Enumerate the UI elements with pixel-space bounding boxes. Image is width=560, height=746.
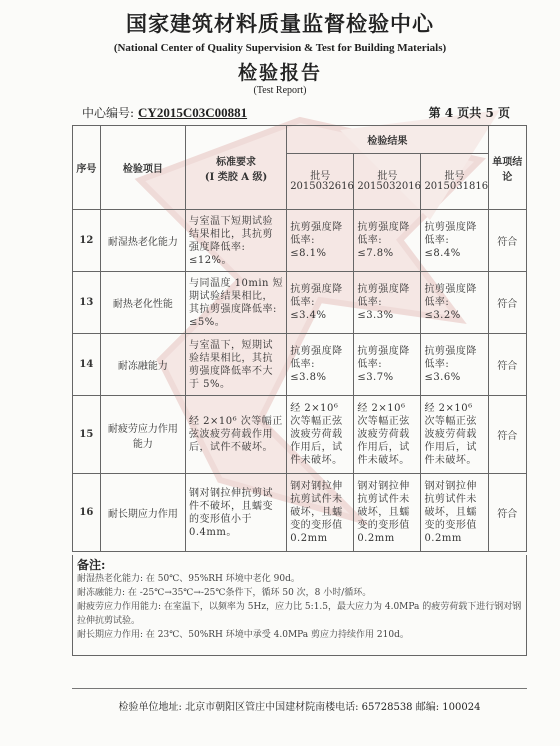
org-title-cn: 国家建筑材料质量监督检验中心 — [126, 11, 434, 36]
row-verdict: 符合 — [488, 396, 526, 474]
row-req: 经 2×10⁶ 次等幅正弦波疲劳荷载作用后，试件不破坏。 — [185, 396, 286, 474]
table-row — [73, 272, 527, 334]
row-result-2: 钢对钢拉伸抗剪试件未破坏，且蠕变的变形值 0.2mm — [354, 474, 421, 552]
center-no-label: 中心编号: — [82, 106, 135, 120]
row-result-1: 抗剪强度降低率: ≤3.8% — [287, 334, 354, 396]
row-result-2: 抗剪强度降低率: ≤7.8% — [354, 210, 421, 272]
header-verdict: 单项结论 — [488, 126, 526, 210]
row-verdict: 符合 — [488, 272, 526, 334]
row-no: 16 — [73, 474, 101, 552]
row-result-1: 经 2×10⁶ 次等幅正弦波疲劳荷载作用后，试件未破坏。 — [287, 396, 354, 474]
row-item: 耐疲劳应力作用能力 — [100, 396, 185, 474]
row-verdict: 符合 — [488, 474, 526, 552]
row-result-3: 经 2×10⁶ 次等幅正弦波疲劳荷载作用后，试件未破坏。 — [421, 396, 488, 474]
row-result-3: 抗剪强度降低率: ≤3.6% — [421, 334, 488, 396]
row-verdict: 符合 — [488, 334, 526, 396]
header-req-sub: (I 类胶 A 级) — [204, 171, 268, 183]
report-title-cn: 检验报告 — [237, 62, 322, 84]
row-item: 耐热老化性能 — [100, 272, 185, 334]
row-item: 耐冻融能力 — [100, 334, 185, 396]
center-no: CY2015C03C00881 — [138, 105, 248, 120]
batch-header-2: 批号 2015032016 — [354, 154, 421, 210]
row-req: 与室温下短期试验结果相比，其抗剪强度降低率: ≤12%。 — [185, 210, 286, 272]
row-result-2: 抗剪强度降低率: ≤3.3% — [354, 272, 421, 334]
header-req — [185, 126, 286, 210]
table-row — [73, 334, 527, 396]
result-table — [72, 125, 527, 552]
table-row — [73, 210, 527, 272]
row-result-2: 抗剪强度降低率: ≤3.7% — [354, 334, 421, 396]
row-no: 12 — [73, 210, 101, 272]
row-req: 钢对钢拉伸抗剪试件不破坏，且蠕变的变形值小于 0.4mm。 — [185, 474, 286, 552]
note-line: 耐冻融能力: 在 -25℃→35℃→-25℃条件下，循环 50 次，8 小时/循环。 — [77, 588, 372, 598]
table-row — [73, 396, 527, 474]
report-title-en: (Test Report) — [253, 85, 307, 96]
header-item: 检验项目 — [100, 126, 185, 210]
footer-divider — [72, 688, 527, 689]
note-line: 耐长期应力作用: 在 23℃、50%RH 环境中承受 4.0MPa 剪应力持续作用 210d。 — [77, 630, 409, 640]
row-no: 14 — [73, 334, 101, 396]
page-info: 第 4 页共 5 页 — [428, 106, 510, 120]
batch-header-3: 批号 2015031816 — [421, 154, 488, 210]
row-verdict: 符合 — [488, 210, 526, 272]
footer-address: 检验单位地址: 北京市朝阳区管庄中国建材院南楼电话: 65728538 邮编: 100024 — [118, 702, 481, 713]
row-result-2: 经 2×10⁶ 次等幅正弦波疲劳荷载作用后，试件未破坏。 — [354, 396, 421, 474]
header-result: 检验结果 — [287, 126, 488, 154]
row-req: 与同温度 10min 短期试验结果相比，其抗剪强度降低率: ≤5%。 — [185, 272, 286, 334]
row-result-3: 抗剪强度降低率: ≤3.2% — [421, 272, 488, 334]
row-result-1: 钢对钢拉伸抗剪试件未破坏，且蠕变的变形值 0.2mm — [287, 474, 354, 552]
row-result-1: 抗剪强度降低率: ≤3.4% — [287, 272, 354, 334]
row-no: 15 — [73, 396, 101, 474]
header-req-title: 标准要求 — [216, 156, 257, 168]
row-item: 耐长期应力作用 — [100, 474, 185, 552]
note-line: 耐湿热老化能力: 在 50℃、95%RH 环境中老化 90d。 — [77, 574, 300, 584]
row-result-1: 抗剪强度降低率: ≤8.1% — [287, 210, 354, 272]
row-item: 耐湿热老化能力 — [100, 210, 185, 272]
org-title-en: (National Center of Quality Supervision & Test for Building Materials) — [113, 42, 447, 54]
row-result-3: 钢对钢拉伸抗剪试件未破坏，且蠕变的变形值 0.2mm — [421, 474, 488, 552]
row-no: 13 — [73, 272, 101, 334]
header-no: 序号 — [73, 126, 101, 210]
notes-title: 备注: — [77, 558, 106, 572]
row-result-3: 抗剪强度降低率: ≤8.4% — [421, 210, 488, 272]
notes-section — [72, 555, 527, 656]
report-meta — [82, 104, 510, 121]
note-line: 耐疲劳应力作用能力: 在室温下，以频率为 5Hz，应力比 5:1.5，最大应力为 4.0MPa 的疲劳荷载下进行钢对钢拉伸抗剪试验。 — [77, 602, 522, 626]
batch-header-1: 批号 2015032616 — [287, 154, 354, 210]
row-req: 与室温下，短期试验结果相比，其抗剪强度降低率不大于 5%。 — [185, 334, 286, 396]
table-row — [73, 474, 527, 552]
